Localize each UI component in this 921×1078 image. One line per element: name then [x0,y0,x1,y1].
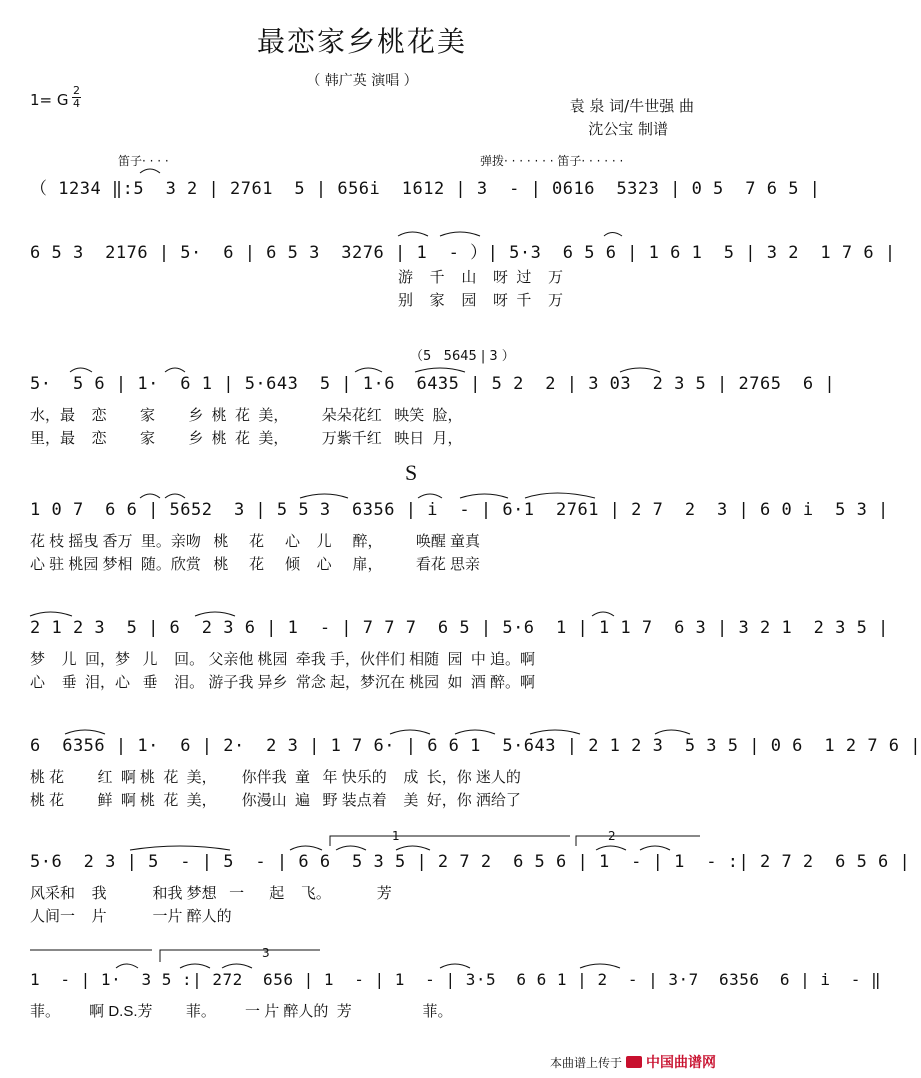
instrument-note: 笛子· · · · [118,154,169,168]
time-sig-denominator: 4 [73,97,80,110]
slur [592,612,614,616]
slur [65,730,105,734]
volta-number: 3 [262,946,270,960]
site-logo-icon [626,1056,642,1068]
slur [620,368,660,372]
slur [580,964,620,968]
lyric-line: 水，最 恋 家 乡 桃 花 美， 朵朵花红 映笑 脸， [30,407,463,424]
lyric-line: 桃 花 鲜 啊 桃 花 美， 你漫山 遍 野 装点着 美 好，你 洒给了 [30,792,521,809]
key-signature: 1= G [30,91,69,109]
slur [415,368,465,372]
lyric-line: 心 垂 泪，心 垂 泪。 游子我 异乡 常念 起，梦沉在 桃园 如 酒 醉。啊 [30,674,536,691]
slur [355,368,382,372]
volta-1-bracket [330,836,570,846]
slur [180,964,210,968]
slur [640,846,670,850]
slur [70,368,92,372]
notation-line: 2 1 2 3 5 | 6 2 3 6 | 1 - | 7 7 7 6 5 | 5·6 1 | 1 1 7 6 3 | 3 2 1 2 3 5 | [30,618,889,638]
instrument-note: （5 5645 | 3 ） [410,349,515,364]
lyric-line: 游 千 山 呀 过 万 [398,269,564,286]
instrument-note: 弹拨· · · · · · · 笛子· · · · · · [480,154,624,168]
lyrics-music-credit: 袁 泉 词/牛世强 曲 [569,97,694,115]
lyric-line: 人间一 片 一片 醉人的 [30,908,232,925]
site-logo-text[interactable]: 中国曲谱网 [646,1055,716,1071]
slur [140,169,160,173]
lyric-line: 里，最 恋 家 乡 桃 花 美， 万紫千红 映日 月， [30,430,463,447]
footer [550,1052,716,1072]
volta-2-bracket [576,836,700,846]
lyric-line: 梦 儿 回，梦 儿 回。 父亲他 桃园 牵我 手，伙伴们 相随 园 中 追。啊 [30,651,536,668]
slur [116,964,138,968]
volta-3-bracket [160,950,320,962]
slur [130,846,230,850]
footer-text: 本曲谱上传于 [549,1055,622,1070]
slur [460,494,508,498]
slur [398,232,428,236]
slur [290,846,322,850]
slur [140,494,160,498]
slur [655,730,690,734]
slur [165,494,185,498]
lyric-line: 心 驻 桃园 梦相 随。欣赏 桃 花 倾 心 扉， 看花 思亲 [30,556,481,573]
singer-credit: （ 韩广英 演唱 ） [306,73,418,89]
slur [30,612,72,616]
segno-mark: S [405,460,418,485]
slur [396,846,430,850]
song-title: 最恋家乡桃花美 [256,25,467,58]
notation-line: 1 0 7 6 6 | 5652 3 | 5 5 3 6356 | i - | 6·1 2761 | 2 7 2 3 | 6 0 i 5 3 | [30,500,889,520]
lyric-line: 花 枝 摇曳 香万 里。亲吻 桃 花 心 儿 醉， 唤醒 童真 [30,533,481,550]
slur [455,730,495,734]
slur [165,368,185,372]
time-sig-numerator: 2 [73,84,80,97]
lyric-line: 菲。 啊 D.S.芳 菲。 一 片 醉人的 芳 菲。 [30,1003,453,1020]
slur [418,494,442,498]
slur [596,846,626,850]
slur [525,493,595,498]
slur [336,846,366,850]
volta-number: 1 [392,829,400,843]
slur [530,730,580,734]
slur [440,232,480,236]
slur [440,964,470,968]
lyric-line: 风采和 我 和我 梦想 一 起 飞。 芳 [30,885,392,902]
notation-credit: 沈公宝 制谱 [588,120,668,138]
notation-line: 6 6356 | 1· 6 | 2· 2 3 | 1 7 6· | 6 6 1 5·643 | 2 1 2 3 5 3 5 | 0 6 1 2 7 6 | [30,736,921,756]
notation-line: 6 5 3 2176 | 5· 6 | 6 5 3 3276 | 1 - ）| 5·3 6 5 6 | 1 6 1 5 | 3 2 1 7 6 | [30,243,896,263]
slur [195,612,235,616]
slur [390,730,430,734]
slur [300,494,348,498]
notation-line: 1 - | 1· 3 5 :| 272 656 | 1 - | 1 - | 3·5 6 6 1 | 2 - | 3·7 6356 6 | i - ‖ [30,970,882,989]
volta-number: 2 [608,829,616,843]
notation-line: 5· 5 6 | 1· 6 1 | 5·643 5 | 1·6 6435 | 5 2 2 | 3 03 2 3 5 | 2765 6 | [30,374,836,394]
lyric-line: 桃 花 红 啊 桃 花 美， 你伴我 童 年 快乐的 成 长，你 迷人的 [30,769,521,786]
slur [604,233,622,237]
notation-line: 5·6 2 3 | 5 - | 5 - | 6 6 5 3 5 | 2 7 2 6 5 6 | 1 - | 1 - :| 2 7 2 6 5 6 | [30,852,911,872]
notation-line: （ 1234 ‖:5 3 2 | 2761 5 | 656i 1612 | 3 - | 0616 5323 | 0 5 7 6 5 | [30,179,821,199]
lyric-line: 别 家 园 呀 千 万 [398,292,564,309]
slur [222,964,252,968]
